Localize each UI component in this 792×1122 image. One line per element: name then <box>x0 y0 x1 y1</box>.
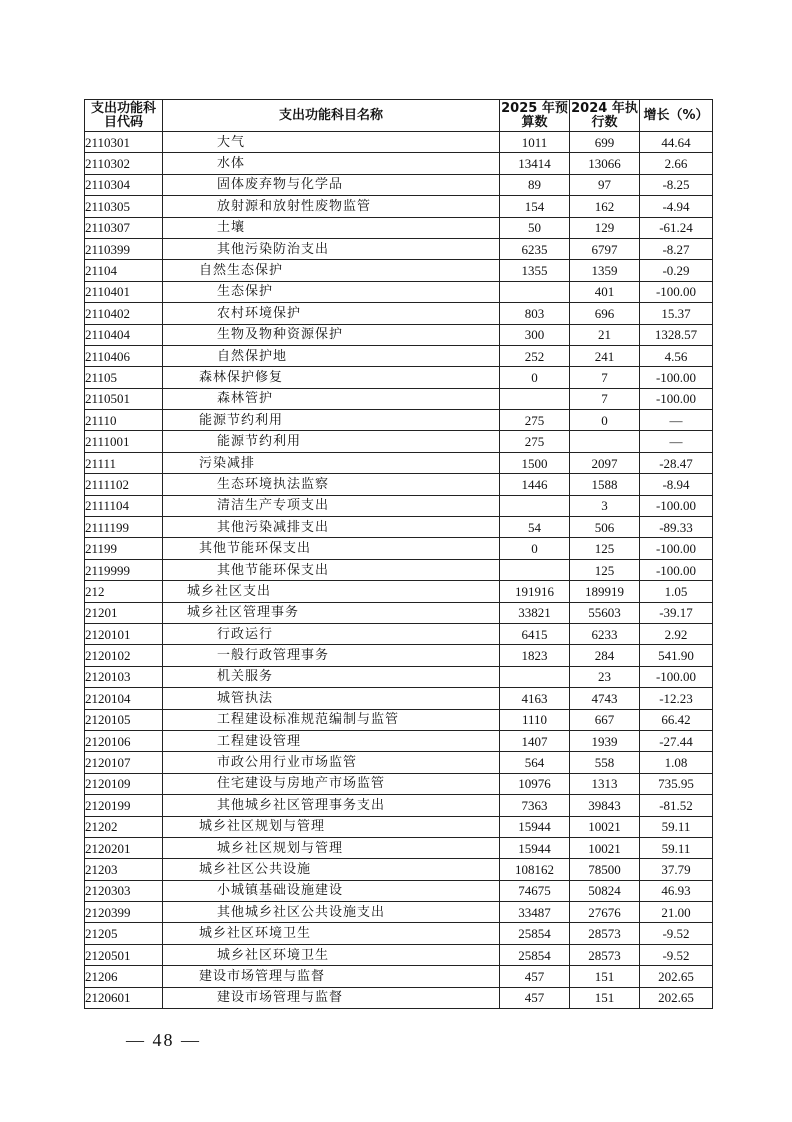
growth-cell: 1328.57 <box>640 324 713 345</box>
growth-cell: -100.00 <box>640 559 713 580</box>
actual-2024-cell: 125 <box>570 538 640 559</box>
table-row <box>85 773 713 794</box>
code-cell: 2120109 <box>85 773 163 794</box>
budget-2025-cell <box>500 388 570 409</box>
actual-2024-cell: 27676 <box>570 902 640 923</box>
budget-2025-cell: 154 <box>500 196 570 217</box>
actual-2024-cell: 1939 <box>570 730 640 751</box>
code-cell: 2110401 <box>85 281 163 302</box>
name-cell: 污染减排 <box>163 452 500 473</box>
actual-2024-cell: 151 <box>570 987 640 1008</box>
budget-2025-cell: 1446 <box>500 474 570 495</box>
table-row <box>85 709 713 730</box>
growth-cell: 44.64 <box>640 132 713 153</box>
growth-cell: 735.95 <box>640 773 713 794</box>
code-cell: 2120107 <box>85 752 163 773</box>
actual-2024-cell: 3 <box>570 495 640 516</box>
actual-2024-cell: 696 <box>570 303 640 324</box>
code-cell: 21199 <box>85 538 163 559</box>
table-row <box>85 602 713 623</box>
growth-cell: — <box>640 431 713 452</box>
name-cell: 机关服务 <box>163 666 500 687</box>
code-cell: 2110301 <box>85 132 163 153</box>
growth-cell: 59.11 <box>640 816 713 837</box>
name-cell: 城乡社区支出 <box>163 581 500 602</box>
budget-2025-cell: 6415 <box>500 623 570 644</box>
code-cell: 2120105 <box>85 709 163 730</box>
growth-cell: 2.92 <box>640 623 713 644</box>
table-row <box>85 452 713 473</box>
code-cell: 2110302 <box>85 153 163 174</box>
actual-2024-cell: 162 <box>570 196 640 217</box>
growth-cell: 59.11 <box>640 837 713 858</box>
table-row <box>85 281 713 302</box>
code-cell: 2120399 <box>85 902 163 923</box>
code-cell: 212 <box>85 581 163 602</box>
budget-2025-cell: 1500 <box>500 452 570 473</box>
growth-cell: 1.05 <box>640 581 713 602</box>
table-row <box>85 944 713 965</box>
code-cell: 21203 <box>85 859 163 880</box>
code-cell: 21110 <box>85 410 163 431</box>
name-cell: 行政运行 <box>163 623 500 644</box>
growth-cell: -100.00 <box>640 495 713 516</box>
name-cell: 工程建设管理 <box>163 730 500 751</box>
growth-cell: -9.52 <box>640 923 713 944</box>
budget-2025-cell: 275 <box>500 410 570 431</box>
header-code: 支出功能科目代码 <box>85 100 163 132</box>
budget-2025-cell: 108162 <box>500 859 570 880</box>
growth-cell: -100.00 <box>640 281 713 302</box>
actual-2024-cell: 39843 <box>570 795 640 816</box>
actual-2024-cell: 151 <box>570 966 640 987</box>
table-row <box>85 581 713 602</box>
name-cell: 工程建设标准规范编制与监管 <box>163 709 500 730</box>
budget-2025-cell: 457 <box>500 987 570 1008</box>
code-cell: 2110399 <box>85 238 163 259</box>
budget-2025-cell: 0 <box>500 367 570 388</box>
budget-2025-cell: 15944 <box>500 816 570 837</box>
name-cell: 市政公用行业市场监管 <box>163 752 500 773</box>
actual-2024-cell: 0 <box>570 410 640 431</box>
table-row <box>85 474 713 495</box>
actual-2024-cell: 10021 <box>570 837 640 858</box>
expenditure-table <box>84 99 713 1009</box>
header-budget-2025: 2025 年预算数 <box>501 100 568 130</box>
budget-2025-cell: 1110 <box>500 709 570 730</box>
actual-2024-cell: 6233 <box>570 623 640 644</box>
actual-2024-cell: 1313 <box>570 773 640 794</box>
actual-2024-cell: 13066 <box>570 153 640 174</box>
name-cell: 城乡社区环境卫生 <box>163 923 500 944</box>
budget-2025-cell: 4163 <box>500 688 570 709</box>
code-cell: 2110402 <box>85 303 163 324</box>
growth-cell: -9.52 <box>640 944 713 965</box>
growth-cell: 15.37 <box>640 303 713 324</box>
growth-cell: 541.90 <box>640 645 713 666</box>
budget-2025-cell: 33487 <box>500 902 570 923</box>
name-cell: 城管执法 <box>163 688 500 709</box>
code-cell: 2110404 <box>85 324 163 345</box>
actual-2024-cell: 667 <box>570 709 640 730</box>
name-cell: 其他节能环保支出 <box>163 538 500 559</box>
code-cell: 2111102 <box>85 474 163 495</box>
budget-2025-cell: 25854 <box>500 923 570 944</box>
budget-2025-cell: 6235 <box>500 238 570 259</box>
table-row <box>85 923 713 944</box>
actual-2024-cell: 55603 <box>570 602 640 623</box>
budget-2025-cell <box>500 281 570 302</box>
growth-cell: -27.44 <box>640 730 713 751</box>
table-row <box>85 859 713 880</box>
name-cell: 其他城乡社区管理事务支出 <box>163 795 500 816</box>
table-row <box>85 260 713 281</box>
growth-cell: -28.47 <box>640 452 713 473</box>
table-row <box>85 238 713 259</box>
actual-2024-cell: 4743 <box>570 688 640 709</box>
name-cell: 森林保护修复 <box>163 367 500 388</box>
actual-2024-cell: 50824 <box>570 880 640 901</box>
budget-2025-cell: 564 <box>500 752 570 773</box>
name-cell: 生态保护 <box>163 281 500 302</box>
actual-2024-cell: 2097 <box>570 452 640 473</box>
growth-cell: -81.52 <box>640 795 713 816</box>
actual-2024-cell <box>570 431 640 452</box>
table-row <box>85 816 713 837</box>
header-name: 支出功能科目名称 <box>163 100 500 132</box>
table-row <box>85 902 713 923</box>
code-cell: 2120601 <box>85 987 163 1008</box>
name-cell: 其他污染减排支出 <box>163 517 500 538</box>
budget-2025-cell <box>500 666 570 687</box>
code-cell: 2110304 <box>85 174 163 195</box>
name-cell: 大气 <box>163 132 500 153</box>
code-cell: 21202 <box>85 816 163 837</box>
code-cell: 21201 <box>85 602 163 623</box>
budget-2025-cell <box>500 559 570 580</box>
actual-2024-cell: 189919 <box>570 581 640 602</box>
table-row <box>85 324 713 345</box>
name-cell: 能源节约利用 <box>163 431 500 452</box>
code-cell: 2120104 <box>85 688 163 709</box>
growth-cell: -8.27 <box>640 238 713 259</box>
name-cell: 固体废弃物与化学品 <box>163 174 500 195</box>
actual-2024-cell: 10021 <box>570 816 640 837</box>
actual-2024-cell: 7 <box>570 388 640 409</box>
name-cell: 城乡社区管理事务 <box>163 602 500 623</box>
budget-2025-cell: 7363 <box>500 795 570 816</box>
growth-cell: -12.23 <box>640 688 713 709</box>
name-cell: 土壤 <box>163 217 500 238</box>
growth-cell: -100.00 <box>640 367 713 388</box>
budget-2025-cell: 0 <box>500 538 570 559</box>
code-cell: 2110305 <box>85 196 163 217</box>
table-row <box>85 730 713 751</box>
name-cell: 清洁生产专项支出 <box>163 495 500 516</box>
table-row <box>85 132 713 153</box>
code-cell: 2110307 <box>85 217 163 238</box>
growth-cell: 66.42 <box>640 709 713 730</box>
table-row <box>85 345 713 366</box>
name-cell: 能源节约利用 <box>163 410 500 431</box>
table-row <box>85 987 713 1008</box>
growth-cell: 202.65 <box>640 966 713 987</box>
budget-2025-cell: 300 <box>500 324 570 345</box>
growth-cell: -89.33 <box>640 517 713 538</box>
budget-2025-cell: 1407 <box>500 730 570 751</box>
name-cell: 小城镇基础设施建设 <box>163 880 500 901</box>
growth-cell: -8.25 <box>640 174 713 195</box>
actual-2024-cell: 21 <box>570 324 640 345</box>
code-cell: 21205 <box>85 923 163 944</box>
name-cell: 建设市场管理与监督 <box>163 987 500 1008</box>
actual-2024-cell: 284 <box>570 645 640 666</box>
actual-2024-cell: 78500 <box>570 859 640 880</box>
name-cell: 建设市场管理与监督 <box>163 966 500 987</box>
budget-2025-cell: 1823 <box>500 645 570 666</box>
table-row <box>85 495 713 516</box>
budget-2025-cell: 89 <box>500 174 570 195</box>
growth-cell: 202.65 <box>640 987 713 1008</box>
code-cell: 2120106 <box>85 730 163 751</box>
actual-2024-cell: 1359 <box>570 260 640 281</box>
budget-2025-cell: 50 <box>500 217 570 238</box>
name-cell: 水体 <box>163 153 500 174</box>
page-number: — 48 — <box>126 1030 201 1050</box>
growth-cell: -8.94 <box>640 474 713 495</box>
actual-2024-cell: 1588 <box>570 474 640 495</box>
budget-2025-cell: 457 <box>500 966 570 987</box>
code-cell: 2120199 <box>85 795 163 816</box>
code-cell: 21206 <box>85 966 163 987</box>
growth-cell: -4.94 <box>640 196 713 217</box>
actual-2024-cell: 506 <box>570 517 640 538</box>
code-cell: 2111199 <box>85 517 163 538</box>
growth-cell: 2.66 <box>640 153 713 174</box>
code-cell: 2120101 <box>85 623 163 644</box>
budget-2025-cell: 33821 <box>500 602 570 623</box>
table-row <box>85 153 713 174</box>
header-actual-2024: 2024 年执行数 <box>571 100 638 130</box>
table-row <box>85 666 713 687</box>
table-row <box>85 303 713 324</box>
budget-2025-cell: 1011 <box>500 132 570 153</box>
code-cell: 2110501 <box>85 388 163 409</box>
name-cell: 农村环境保护 <box>163 303 500 324</box>
actual-2024-cell: 558 <box>570 752 640 773</box>
growth-cell: 21.00 <box>640 902 713 923</box>
table-row <box>85 410 713 431</box>
code-cell: 2120201 <box>85 837 163 858</box>
growth-cell: — <box>640 410 713 431</box>
budget-2025-cell: 54 <box>500 517 570 538</box>
table-row <box>85 196 713 217</box>
budget-2025-cell: 1355 <box>500 260 570 281</box>
name-cell: 一般行政管理事务 <box>163 645 500 666</box>
budget-2025-cell: 10976 <box>500 773 570 794</box>
table-row <box>85 752 713 773</box>
budget-2025-cell: 13414 <box>500 153 570 174</box>
table-row <box>85 966 713 987</box>
name-cell: 生物及物种资源保护 <box>163 324 500 345</box>
code-cell: 2120102 <box>85 645 163 666</box>
table-row <box>85 367 713 388</box>
actual-2024-cell: 28573 <box>570 923 640 944</box>
name-cell: 生态环境执法监察 <box>163 474 500 495</box>
name-cell: 森林管护 <box>163 388 500 409</box>
growth-cell: 37.79 <box>640 859 713 880</box>
table-row <box>85 388 713 409</box>
name-cell: 自然生态保护 <box>163 260 500 281</box>
budget-2025-cell: 25854 <box>500 944 570 965</box>
table-header <box>85 100 713 132</box>
budget-2025-cell: 191916 <box>500 581 570 602</box>
actual-2024-cell: 401 <box>570 281 640 302</box>
actual-2024-cell: 97 <box>570 174 640 195</box>
table-row <box>85 217 713 238</box>
table-row <box>85 837 713 858</box>
growth-cell: -100.00 <box>640 666 713 687</box>
name-cell: 放射源和放射性废物监管 <box>163 196 500 217</box>
growth-cell: -39.17 <box>640 602 713 623</box>
table-row <box>85 623 713 644</box>
name-cell: 其他城乡社区公共设施支出 <box>163 902 500 923</box>
code-cell: 21104 <box>85 260 163 281</box>
name-cell: 其他污染防治支出 <box>163 238 500 259</box>
budget-2025-cell <box>500 495 570 516</box>
name-cell: 城乡社区规划与管理 <box>163 816 500 837</box>
growth-cell: 1.08 <box>640 752 713 773</box>
table-row <box>85 880 713 901</box>
name-cell: 城乡社区环境卫生 <box>163 944 500 965</box>
growth-cell: -100.00 <box>640 388 713 409</box>
name-cell: 城乡社区规划与管理 <box>163 837 500 858</box>
name-cell: 其他节能环保支出 <box>163 559 500 580</box>
table-row <box>85 688 713 709</box>
header-growth: 增长（%） <box>640 100 713 132</box>
table-row <box>85 645 713 666</box>
table-row <box>85 795 713 816</box>
growth-cell: -0.29 <box>640 260 713 281</box>
table-row <box>85 431 713 452</box>
code-cell: 2119999 <box>85 559 163 580</box>
table-row <box>85 538 713 559</box>
budget-2025-cell: 275 <box>500 431 570 452</box>
budget-2025-cell: 15944 <box>500 837 570 858</box>
growth-cell: -100.00 <box>640 538 713 559</box>
code-cell: 2111001 <box>85 431 163 452</box>
actual-2024-cell: 28573 <box>570 944 640 965</box>
name-cell: 城乡社区公共设施 <box>163 859 500 880</box>
code-cell: 2120103 <box>85 666 163 687</box>
actual-2024-cell: 129 <box>570 217 640 238</box>
table-row <box>85 174 713 195</box>
actual-2024-cell: 241 <box>570 345 640 366</box>
code-cell: 2120303 <box>85 880 163 901</box>
code-cell: 21111 <box>85 452 163 473</box>
growth-cell: -61.24 <box>640 217 713 238</box>
actual-2024-cell: 23 <box>570 666 640 687</box>
growth-cell: 46.93 <box>640 880 713 901</box>
code-cell: 2110406 <box>85 345 163 366</box>
actual-2024-cell: 699 <box>570 132 640 153</box>
growth-cell: 4.56 <box>640 345 713 366</box>
code-cell: 2111104 <box>85 495 163 516</box>
budget-2025-cell: 74675 <box>500 880 570 901</box>
actual-2024-cell: 7 <box>570 367 640 388</box>
budget-2025-cell: 803 <box>500 303 570 324</box>
table-row <box>85 517 713 538</box>
name-cell: 住宅建设与房地产市场监管 <box>163 773 500 794</box>
table-body <box>85 132 713 1009</box>
actual-2024-cell: 6797 <box>570 238 640 259</box>
table-row <box>85 559 713 580</box>
actual-2024-cell: 125 <box>570 559 640 580</box>
code-cell: 2120501 <box>85 944 163 965</box>
budget-2025-cell: 252 <box>500 345 570 366</box>
name-cell: 自然保护地 <box>163 345 500 366</box>
code-cell: 21105 <box>85 367 163 388</box>
